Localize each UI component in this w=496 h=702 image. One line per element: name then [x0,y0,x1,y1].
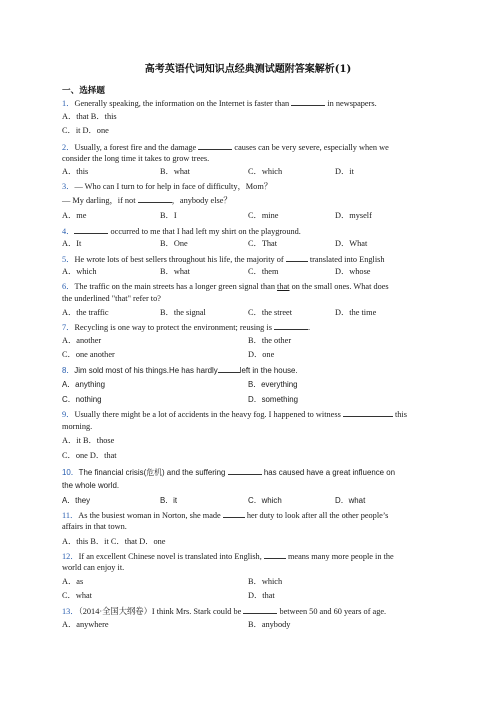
option-c: C．what [62,591,92,600]
answer-blank [274,322,308,330]
option-d: D．that [248,591,275,600]
answer-blank [198,142,232,150]
option-d: D．whose [335,267,371,276]
options-line: C．one D．that [62,451,117,460]
question-4: 4． occurred to me that I had left my shirt on the playground. [62,227,301,236]
option-c: C．which [248,496,282,505]
question-number: 13． [62,607,79,616]
answer-blank [228,467,262,475]
option-b: B．anybody [248,620,291,629]
option-b: B．which [248,577,283,586]
option-c: C．mine [248,211,279,220]
question-number: 1． [62,99,75,108]
option-c: C．That [248,239,278,248]
answer-blank [291,98,325,106]
question-3: 3．— Who can I turn to for help in face of difficulty，Mom？ [62,182,273,191]
question-text: world can enjoy it. [62,563,125,572]
question-13: 13．（2014·全国大纲卷）I think Mrs. Stark could be between 50 and 60 years of age. [62,607,387,616]
question-number: 11． [62,511,79,520]
option-c: C．which [248,167,283,176]
question-7: 7．Recycling is one way to protect the environment; reusing is . [62,323,311,332]
answer-blank [343,409,393,417]
option-b: B．what [160,267,190,276]
question-number: 10． [62,468,79,477]
option-c: C．them [248,267,279,276]
option-b: B．I [160,211,177,220]
option-b: B．everything [248,380,298,389]
question-number: 6． [62,282,75,291]
option-d: D．myself [335,211,372,220]
option-a: A．another [62,336,102,345]
option-b: B．One [160,239,188,248]
answer-blank [74,226,108,234]
question-text: consider the long time it takes to grow trees. [62,154,210,163]
answer-blank [264,551,286,559]
option-d: D．the time [335,308,377,317]
answer-blank [286,254,308,262]
option-a: A．they [62,496,91,505]
question-text: affairs in that town. [62,522,127,531]
option-a: A．this [62,167,89,176]
option-b: B．it [160,496,178,505]
option-a: A．It [62,239,82,248]
question-text: the whole world. [62,481,120,490]
question-9: 9．Usually there might be a lot of accidents in the heavy fog. I happened to witness this [62,410,407,419]
answer-blank [243,606,277,614]
question-11: 11．As the busiest woman in Norton, she made her duty to look after all the other people’s [62,511,389,520]
page-title: 高考英语代词知识点经典测试题附答案解析(1) [144,64,352,75]
question-6: 6．The traffic on the main streets has a longer green signal than that on the small ones. What does [62,282,389,291]
question-text: morning. [62,422,93,431]
answer-blank [138,195,172,203]
option-a: A．anything [62,380,105,389]
question-text: — My darling，if not ，anybody else？ [62,196,232,205]
option-c: C．the street [248,308,293,317]
answer-blank [218,365,240,373]
question-number: 12． [62,552,79,561]
option-d: D．What [335,239,368,248]
question-2: 2．Usually, a forest fire and the damage causes can be very severe, especially when we [62,143,389,152]
question-number: 3． [62,182,75,191]
question-10: 10．The financial crisis(危机) and the suffering has caused have a great influence on [62,468,396,477]
question-number: 9． [62,410,75,419]
option-d: D．something [248,395,298,404]
options-line: A．this B．it C．that D．one [62,537,166,546]
question-5: 5．He wrote lots of best sellers throughout his life, the majority of translated into English [62,255,385,264]
question-8: 8．Jim sold most of his things.He has hardly left in the house. [62,366,298,375]
option-d: D．it [335,167,354,176]
option-a: A．me [62,211,87,220]
option-a: A．anywhere [62,620,109,629]
option-a: A．the traffic [62,308,109,317]
option-c: C．nothing [62,395,102,404]
option-d: D．what [335,496,366,505]
question-number: 4． [62,227,75,236]
option-d: D．one [248,350,275,359]
option-b: B．the signal [160,308,206,317]
option-a: A．which [62,267,97,276]
question-number: 2． [62,143,75,152]
question-text: the underlined "that" refer to? [62,294,161,303]
option-b: B．what [160,167,190,176]
option-a: A．as [62,577,84,586]
answer-blank [223,510,245,518]
underlined-word: that [277,282,290,291]
question-number: 8． [62,366,75,375]
question-number: 5． [62,255,75,264]
options-line: C．it D．one [62,126,109,135]
option-c: C．one another [62,350,115,359]
option-b: B．the other [248,336,292,345]
options-line: A．it B．those [62,436,115,445]
question-12: 12．If an excellent Chinese novel is translated into English, means many more people in the [62,552,394,561]
question-1: 1．Generally speaking, the information on the Internet is faster than in newspapers. [62,99,377,108]
options-line: A．that B．this [62,112,117,121]
question-number: 7． [62,323,75,332]
section-heading: 一、选择题 [62,86,105,96]
